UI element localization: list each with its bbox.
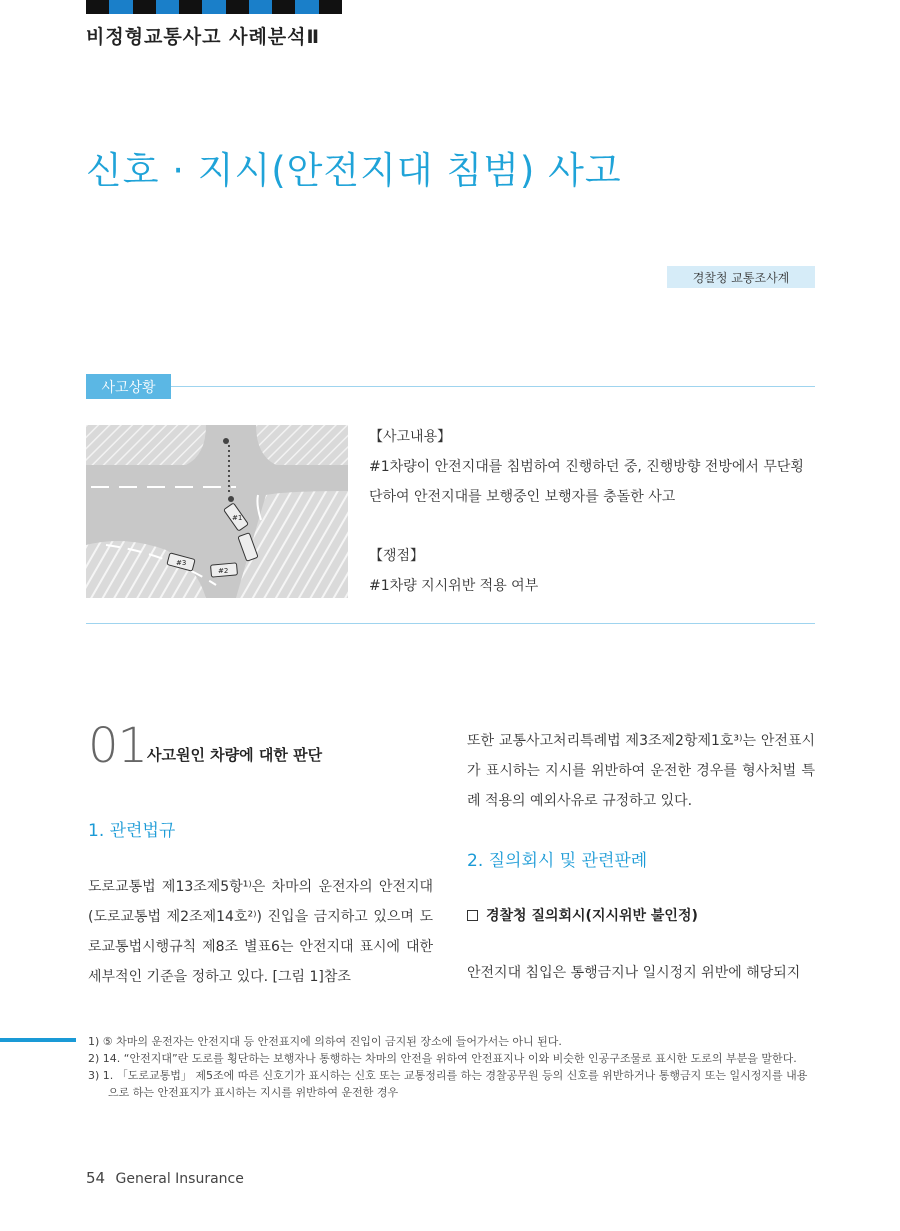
section-number: 01: [88, 718, 148, 774]
body-paragraph: 안전지대 침입은 통행금지나 일시정지 위반에 해당되지: [467, 965, 801, 981]
page-footer: [86, 1169, 244, 1187]
footnote-1: 1) ⑤ 차마의 운전자는 안전지대 등 안전표지에 의하여 진입이 금지된 장소에 들어가서는 아니 된다.: [88, 1035, 562, 1048]
section-title: 사고원인 차량에 대한 판단: [147, 746, 323, 764]
article-title: 신호 · 지시(안전지대 침범) 사고: [86, 149, 622, 192]
case-description: [369, 422, 817, 601]
accident-diagram: [86, 425, 348, 598]
footnotes: [88, 1033, 816, 1101]
checkbox-square-icon: [467, 910, 478, 921]
subsection-heading-2: 2. 질의회시 및 관련판례: [467, 851, 648, 871]
body-paragraph: 또한 교통사고처리특례법 제3조제2항제1호³⁾는 안전표시가 표시하는 지시를 위반하여 운전한 경우를 형사처벌 특례 적용의 예외사유로 규정하고 있다.: [467, 733, 815, 809]
content-text: #1차량이 안전지대를 침범하여 진행하던 중, 진행방향 전방에서 무단횡단하여 안전지대를 보행중인 보행자를 충돌한 사고: [369, 459, 804, 505]
content-heading: 【사고내용】: [369, 429, 452, 445]
box-heading-text: 경찰청 질의회시(지시위반 불인정): [486, 908, 698, 924]
author-text: 경찰청 교통조사계: [692, 270, 790, 285]
vehicle-label-2: #2: [218, 567, 229, 575]
divider: [171, 386, 815, 387]
body-paragraph: 도로교통법 제13조제5항¹⁾은 차마의 운전자의 안전지대(도로교통법 제2조제14호²⁾) 진입을 금지하고 있으며 도로교통법시행규칙 제8조 별표6는 안전지대 표시에 대한 세부적인 기준을 정하고 있다. [그림 1]참조: [88, 879, 433, 985]
issue-text: #1차량 지시위반 적용 여부: [369, 578, 539, 594]
situation-label: 사고상황: [86, 374, 171, 399]
magazine-name: General Insurance: [115, 1171, 244, 1187]
divider: [86, 623, 815, 624]
footnote-accent-bar: [0, 1038, 76, 1042]
issue-heading: 【쟁점】: [369, 548, 425, 564]
footnote-3: 3) 1. 「도로교통법」 제5조에 따른 신호기가 표시하는 신호 또는 교통정리를 하는 경찰공무원 등의 신호를 위반하거나 통행금지 또는 일시정지를 내용으로 하는 안전표지가 표시하는 지시를 위반하여 운전한 경우: [88, 1069, 808, 1099]
box-heading: [467, 905, 698, 925]
vehicle-label-1: #1: [232, 514, 243, 522]
page-number: 54: [86, 1169, 106, 1187]
vehicle-label-3: #3: [176, 559, 187, 567]
footnote-2: 2) 14. “안전지대”란 도로를 횡단하는 보행자나 통행하는 차마의 안전을 위하여 안전표지나 이와 비슷한 인공구조물로 표시한 도로의 부분을 말한다.: [88, 1052, 797, 1065]
series-title: 비정형교통사고 사례분석Ⅱ: [86, 26, 321, 48]
subsection-heading-1: 1. 관련법규: [88, 821, 176, 841]
author-badge: [667, 266, 815, 288]
header-decoration-bar: [86, 0, 342, 14]
